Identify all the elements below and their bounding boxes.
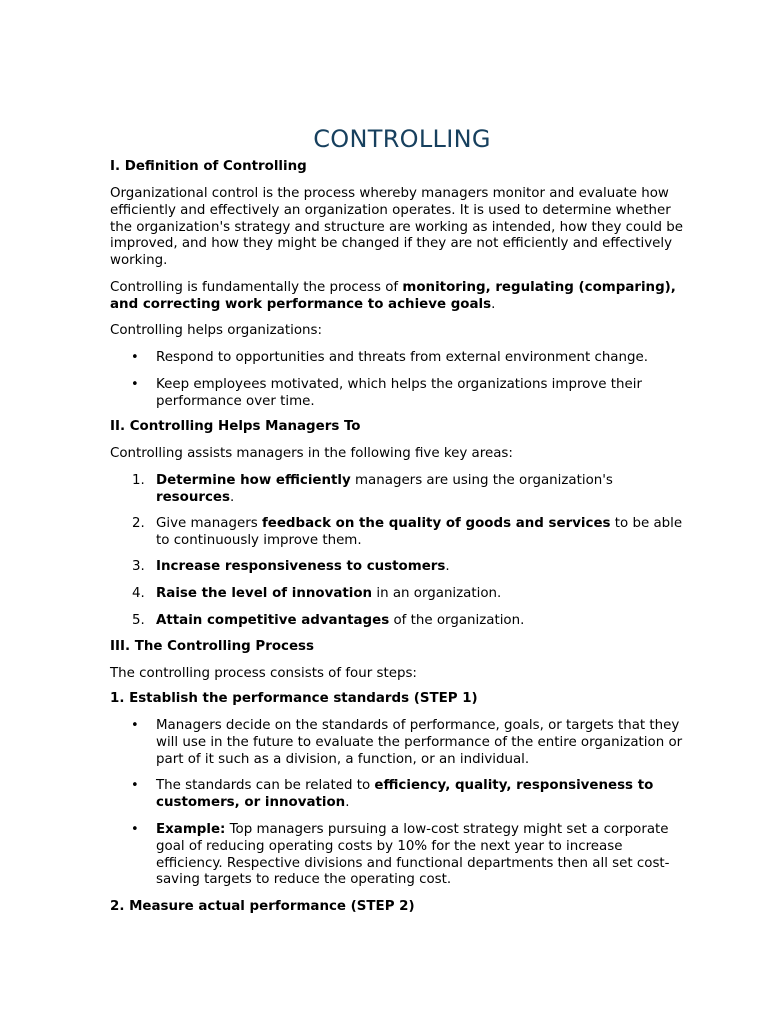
section-heading-definition: I. Definition of Controlling (110, 159, 307, 174)
list-item: • Respond to opportunities and threats from external environment change. (131, 350, 648, 365)
section-heading-helps-managers: II. Controlling Helps Managers To (110, 419, 361, 434)
list-item: • Managers decide on the standards of performance, goals, or targets that they will use in the future to evaluate the performance of the entire organization or part of it such as a division, a function, or an individual. (131, 718, 683, 767)
numbered-item: 2. Give managers feedback on the quality of goods and services to be able to continuously improve them. (132, 516, 683, 548)
page-title: CONTROLLING (313, 125, 491, 153)
paragraph-assists: Controlling assists managers in the following five key areas: (110, 446, 513, 461)
paragraph-fundamental: Controlling is fundamentally the process of monitoring, regulating (comparing), and correcting work performance to achieve goals. (110, 280, 676, 312)
paragraph-helps: Controlling helps organizations: (110, 323, 323, 338)
numbered-item: 5. Attain competitive advantages of the organization. (132, 613, 525, 628)
paragraph-four-steps: The controlling process consists of four steps: (110, 666, 417, 681)
numbered-item: 1. Determine how efficiently managers are using the organization's resources. (132, 473, 613, 505)
numbered-item: 3. Increase responsiveness to customers. (132, 559, 450, 574)
numbered-item: 4. Raise the level of innovation in an organization. (132, 586, 502, 601)
bullet-icon: • (131, 718, 139, 733)
section-heading-process: III. The Controlling Process (110, 639, 314, 654)
list-item: • The standards can be related to efficiency, quality, responsiveness to customers, or innovation. (131, 778, 654, 810)
bullet-icon: • (131, 778, 139, 793)
bullet-icon: • (131, 350, 139, 365)
step-heading-2: 2. Measure actual performance (STEP 2) (110, 899, 415, 914)
step-heading-1: 1. Establish the performance standards (STEP 1) (110, 691, 478, 706)
bullet-icon: • (131, 822, 139, 837)
bullet-icon: • (131, 377, 139, 392)
list-item: • Keep employees motivated, which helps the organizations improve their performance over time. (131, 377, 642, 409)
list-item: • Example: Top managers pursuing a low-cost strategy might set a corporate goal of reducing operating costs by 10% for the next year to increase efficiency. Respective divisions and functional departments then all set cost-saving targets to reduce the operating cost. (131, 822, 670, 888)
paragraph-definition: Organizational control is the process whereby managers monitor and evaluate how efficiently and effectively an organization operates. It is used to determine whether the organization's strategy and structure are working as intended, how they could be improved, and how they might be changed if they are not efficiently and effectively working. (110, 186, 683, 269)
